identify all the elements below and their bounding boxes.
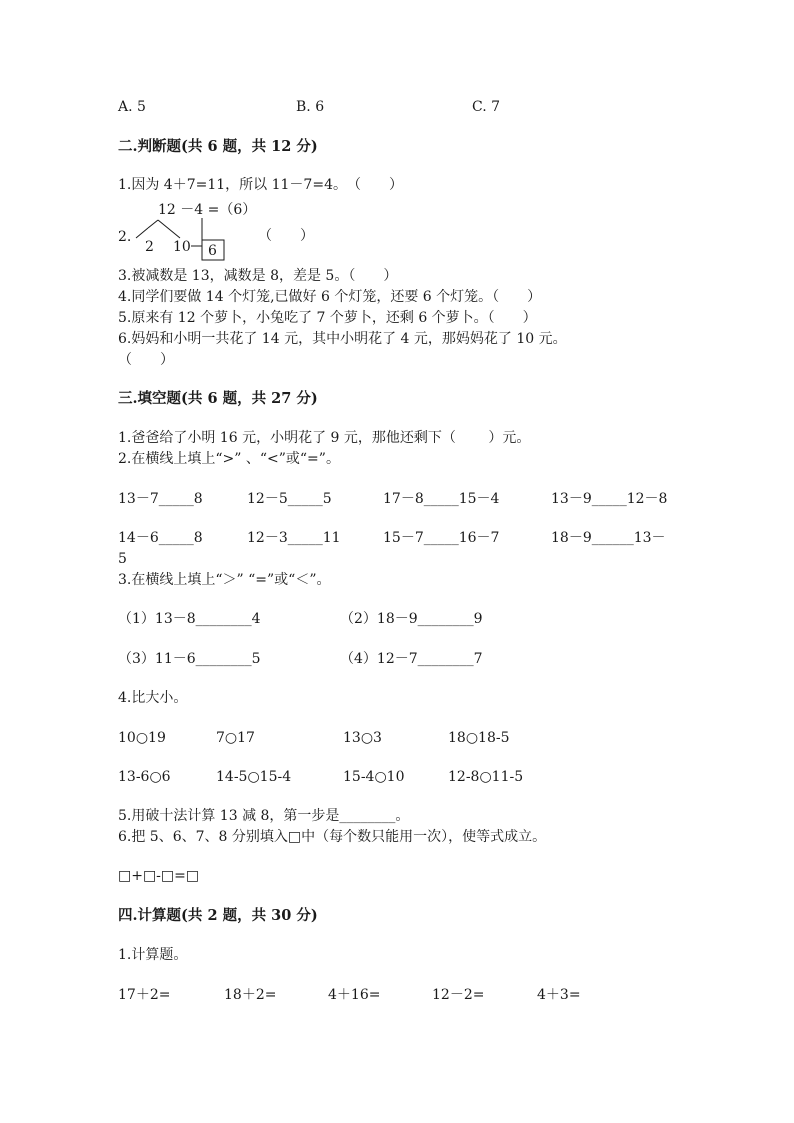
diagram-part-left: 2 (145, 239, 154, 255)
s2-q6-paren: （ ） (118, 352, 174, 368)
size-compare-item: 14-5○15-4 (216, 769, 292, 785)
s2-q1: 1.因为 4＋7=11，所以 11－7=4。 （ ） (118, 177, 403, 193)
box-equation: □+□-□=□ (118, 868, 200, 884)
calc-item: 4＋3= (537, 987, 581, 1003)
s2-q3: 3.被减数是 13，减数是 8，差是 5。（ ） (118, 268, 398, 284)
section3-title: 三.填空题(共 6 题，共 27 分) (118, 390, 318, 407)
option-a: A. 5 (118, 99, 146, 115)
size-compare-item: 7○17 (216, 730, 255, 746)
branch-left-2 (136, 228, 148, 238)
s3-q3: 3.在横线上填上“＞” “=”或“＜”。 (118, 572, 331, 588)
calc-item: 12－2= (432, 987, 485, 1003)
option-c: C. 7 (472, 99, 501, 115)
size-compare-item: 15-4○10 (343, 769, 405, 785)
size-compare-item: 10○19 (118, 730, 166, 746)
fill-item: （3）11－6________5 (118, 651, 261, 667)
diagram-equation: 12 －4 =（6） (158, 202, 257, 218)
s2-q6: 6.妈妈和小明一共花了 14 元，其中小明花了 4 元，那妈妈花了 10 元。 (118, 331, 567, 347)
compare-item: 13－9_____12－8 (551, 491, 668, 507)
s4-q1: 1.计算题。 (118, 947, 188, 963)
size-compare-item: 12-8○11-5 (448, 769, 524, 785)
s3-q2: 2.在横线上填上“>” 、“<”或“=”。 (118, 451, 340, 467)
section2-title: 二.判断题(共 6 题，共 12 分) (118, 138, 318, 155)
calc-item: 4＋16= (328, 987, 381, 1003)
size-compare-item: 18○18-5 (448, 730, 510, 746)
s3-q5: 5.用破十法计算 13 减 8，第一步是________。 (118, 808, 410, 824)
s2-q2-number: 2. (118, 229, 132, 245)
s3-q4: 4.比大小。 (118, 690, 188, 706)
s3-q6: 6.把 5、6、7、8 分别填入□中（每个数只能用一次），使等式成立。 (118, 829, 547, 845)
calc-item: 17＋2= (118, 987, 171, 1003)
s2-q2-paren: （ ） (258, 228, 314, 244)
size-compare-item: 13○3 (343, 730, 382, 746)
branch-right (158, 220, 180, 238)
compare-item-wrap: 5 (118, 551, 127, 567)
option-b: B. 6 (296, 99, 325, 115)
compare-item: 15－7_____16－7 (383, 530, 500, 546)
fill-item: （2）18－9________9 (340, 611, 483, 627)
s3-q1: 1.爸爸给了小明 16 元，小明花了 9 元，那他还剩下（ ）元。 (118, 430, 531, 446)
compare-item: 18－9______13－ (551, 530, 666, 546)
compare-item: 14－6_____8 (118, 530, 203, 546)
s2-q4: 4.同学们要做 14 个灯笼,已做好 6 个灯笼，还要 6 个灯笼。（ ） (118, 289, 542, 305)
compare-item: 12－5_____5 (247, 491, 332, 507)
compare-item: 17－8_____15－4 (383, 491, 500, 507)
answer-box-value: 6 (208, 243, 217, 259)
s2-q5: 5.原来有 12 个萝卜，小兔吃了 7 个萝卜，还剩 6 个萝卜。（ ） (118, 310, 537, 326)
fill-item: （4）12－7________7 (340, 651, 483, 667)
size-compare-item: 13-6○6 (118, 769, 171, 785)
compare-item: 13－7_____8 (118, 491, 203, 507)
diagram-part-mid: 10 (173, 239, 191, 255)
compare-item: 12－3_____11 (247, 530, 341, 546)
section4-title: 四.计算题(共 2 题，共 30 分) (118, 907, 318, 924)
calc-item: 18＋2= (224, 987, 277, 1003)
branch-left-1 (148, 220, 158, 228)
fill-item: （1）13－8________4 (118, 611, 261, 627)
